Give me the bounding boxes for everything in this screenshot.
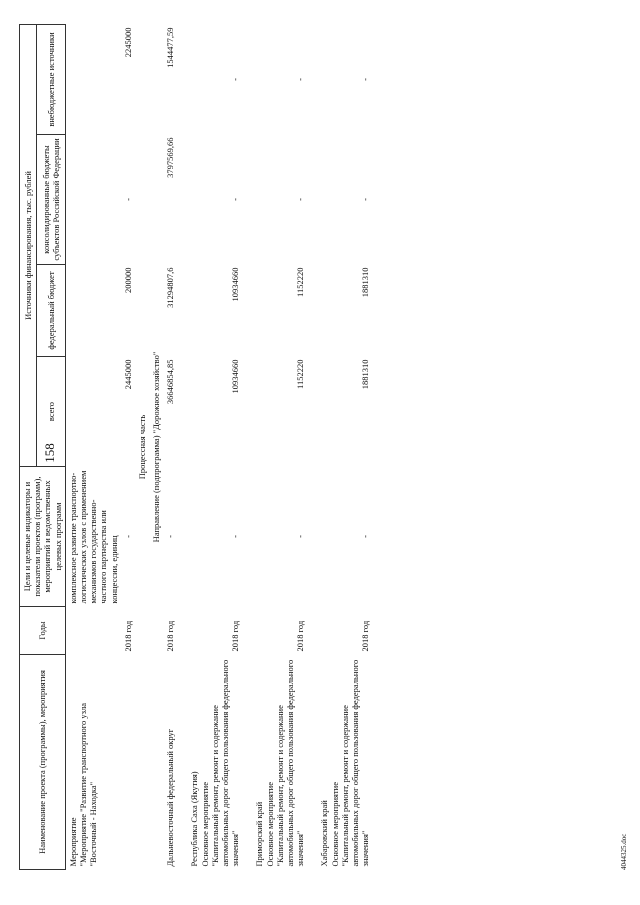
section-row	[135, 25, 149, 870]
region-name: Приморский край	[254, 801, 265, 867]
activity-title: "Капитальный ремонт, ремонт и содержание автомобильных дорог общего пользования федерального значения"	[209, 659, 241, 867]
region-row	[252, 25, 307, 870]
header-funding-group: Источники финансирования, тыс. рублей	[20, 25, 37, 467]
year-cell: 2018 год	[230, 620, 241, 652]
header-years: Годы	[20, 607, 66, 655]
table-row	[121, 25, 135, 870]
total-cell: 1152220	[295, 359, 306, 389]
extra-cell: -	[360, 78, 371, 81]
funding-table	[19, 24, 372, 870]
section-direction: Направление (подпрограмма) "Дорожное хозяйство"	[151, 351, 162, 543]
federal-cell: 200000	[122, 267, 133, 293]
regional-cell: -	[360, 198, 371, 201]
region-block	[317, 655, 372, 870]
year-cell: 2018 год	[295, 620, 306, 652]
region-name: Хабаровский край	[319, 800, 330, 867]
region-row	[187, 25, 242, 870]
table-row	[163, 25, 177, 870]
goal-value: -	[122, 535, 133, 538]
federal-cell: 10934660	[230, 267, 241, 302]
header-total: всего	[37, 357, 66, 467]
total-cell: 10934660	[230, 359, 241, 394]
total-cell: 36646854,85	[165, 359, 176, 405]
section-process: Процессная часть	[136, 414, 147, 480]
extra-cell: 1544477,59	[165, 27, 176, 68]
header-goals: Цели и целевые индикаторы и показатели проектов (программ), мероприятий и ведомственных целевых программ	[20, 467, 66, 607]
activity-name	[65, 655, 120, 870]
federal-cell: 31294807,6	[165, 267, 176, 308]
table-row	[65, 25, 120, 870]
federal-cell: 1152220	[295, 267, 306, 297]
year-cell: 2018 год	[122, 620, 133, 652]
activity-label: Основное мероприятие	[199, 782, 210, 867]
activity-title: "Капитальный ремонт, ремонт и содержание автомобильных дорог общего пользования федерального значения"	[339, 659, 371, 867]
total-cell: 1881310	[360, 359, 371, 390]
activity-title: "Капитальный ремонт, ремонт и содержание автомобильных дорог общего пользования федерального значения"	[274, 659, 306, 867]
regional-cell: -	[230, 198, 241, 201]
header-extra: внебюджетные источники	[37, 25, 66, 135]
regional-cell: 3797569,66	[165, 137, 176, 178]
page-number: 158	[42, 443, 57, 463]
header-regional: консолидированные бюджеты субъектов Российской Федерации	[37, 135, 66, 265]
region-row	[317, 25, 372, 870]
regional-cell: -	[122, 198, 133, 201]
table-header	[20, 25, 66, 870]
section-row	[149, 25, 163, 870]
region-block	[187, 655, 242, 870]
federal-cell: 1881310	[360, 267, 371, 298]
activity-label: Мероприятие	[67, 817, 78, 867]
extra-cell: 2245000	[122, 27, 133, 58]
extra-cell: -	[230, 78, 241, 81]
activity-title: "Мероприятие "Развитие транспортного узла "Восточный - Находка"	[77, 702, 99, 867]
total-cell: 2445000	[122, 359, 133, 390]
activity-label: Основное мероприятие	[264, 782, 275, 867]
year-cell: 2018 год	[360, 620, 371, 652]
year-cell: 2018 год	[165, 620, 176, 652]
regional-cell: -	[295, 198, 306, 201]
extra-cell: -	[295, 78, 306, 81]
goal-value: -	[360, 535, 371, 538]
header-name: Наименование проекта (программы), мероприятия	[20, 655, 66, 870]
header-federal: федеральный бюджет	[37, 265, 66, 357]
document-id: 4044325.doc	[620, 833, 628, 870]
district-name: Дальневосточный федеральный округ	[165, 728, 176, 867]
region-block	[252, 655, 307, 870]
region-name: Республика Саха (Якутия)	[189, 771, 200, 867]
goal-value: -	[165, 535, 176, 538]
goal-value: -	[230, 535, 241, 538]
goal-value: -	[295, 535, 306, 538]
goal-text: комплексное развитие транспортно-логистических узлов с применением механизмов государственно-частного партнерства или концессии, единиц	[67, 470, 119, 604]
activity-label: Основное мероприятие	[329, 782, 340, 867]
